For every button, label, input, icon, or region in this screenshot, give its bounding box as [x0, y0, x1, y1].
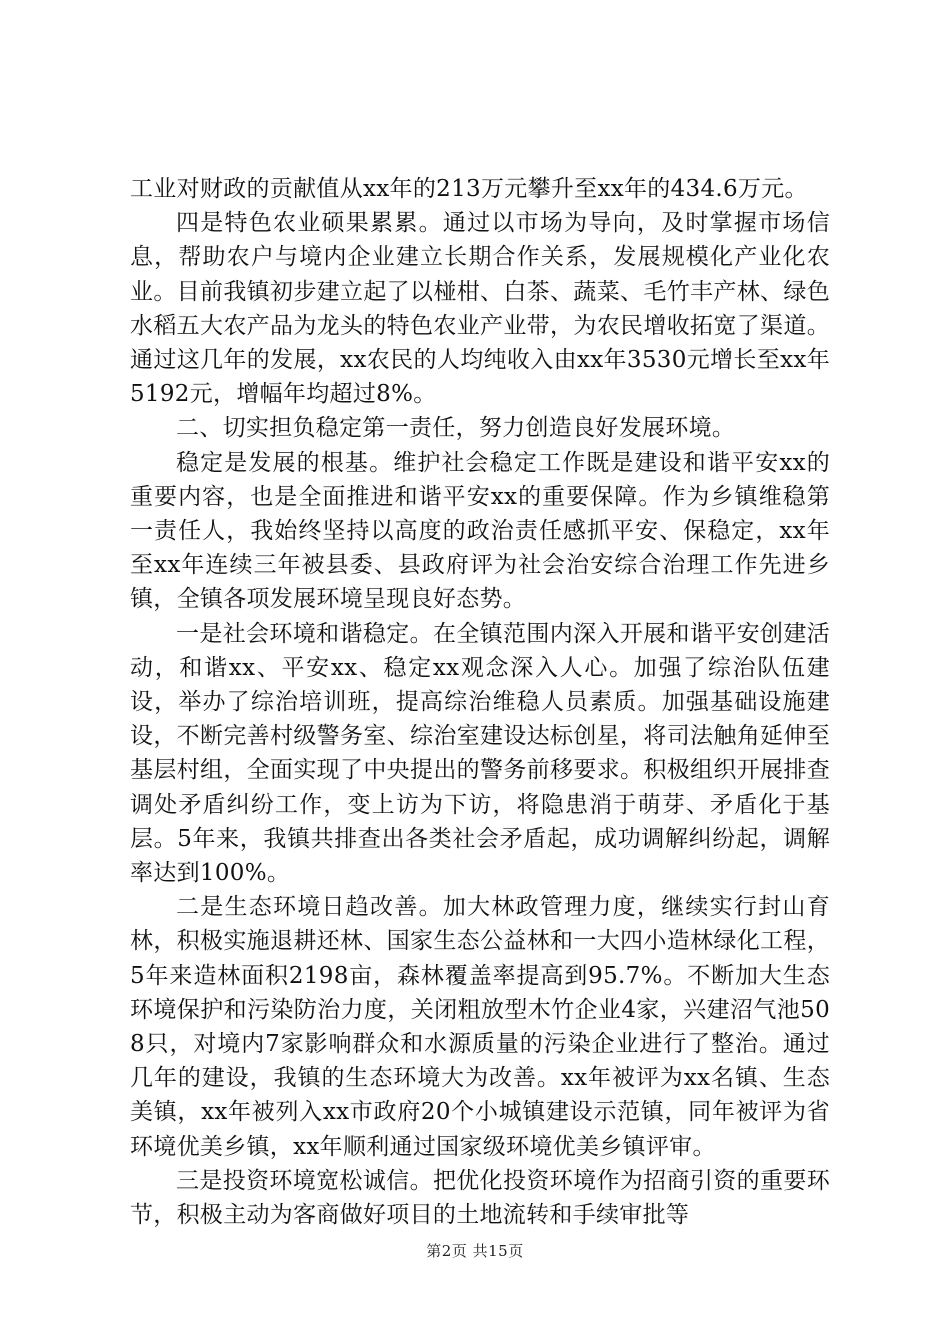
document-body [130, 172, 830, 1232]
paragraph-2: 四是特色农业硕果累累。通过以市场为导向，及时掌握市场信息，帮助农户与境内企业建立长期合作关系，发展规模化产业化农业。目前我镇初步建立起了以椪柑、白茶、蔬菜、毛竹丰产林、绿色水稻五大农产品为龙头的特色农业产业带，为农民增收拓宽了渠道。通过这几年的发展，xx农民的人均纯收入由xx年3530元增长至xx年5192元，增幅年均超过8%。 [130, 210, 830, 408]
paragraph-6: 二是生态环境日趋改善。加大林政管理力度，继续实行封山育林，积极实施退耕还林、国家生态公益林和一大四小造林绿化工程，5年来造林面积2198亩，森林覆盖率提高到95.7%。不断加大生态环境保护和污染防治力度，关闭粗放型木竹企业4家，兴建沼气池508只，对境内7家影响群众和水源质量的污染企业进行了整治。通过几年的建设，我镇的生态环境大为改善。xx年被评为xx名镇、生态美镇，xx年被列入xx市政府20个小城镇建设示范镇，同年被评为省环境优美乡镇，xx年顺利通过国家级环境优美乡镇评审。 [130, 894, 830, 1160]
page-number-footer: 第2页 共15页 [426, 1242, 524, 1260]
paragraph-1: 工业对财政的贡献值从xx年的213万元攀升至xx年的434.6万元。 [130, 176, 808, 202]
section-heading-2: 二、切实担负稳定第一责任，努力创造良好发展环境。 [176, 415, 736, 442]
paragraph-4: 稳定是发展的根基。维护社会稳定工作既是建设和谐平安xx的重要内容，也是全面推进和谐平安xx的重要保障。作为乡镇维稳第一责任人，我始终坚持以高度的政治责任感抓平安、保稳定，xx年至xx年连续三年被县委、县政府评为社会治安综合治理工作先进乡镇，全镇各项发展环境呈现良好态势。 [130, 449, 830, 613]
paragraph-5: 一是社会环境和谐稳定。在全镇范围内深入开展和谐平安创建活动，和谐xx、平安xx、稳定xx观念深入人心。加强了综治队伍建设，举办了综治培训班，提高综治维稳人员素质。加强基础设施建设，不断完善村级警务室、综治室建设达标创星，将司法触角延伸至基层村组，全面实现了中央提出的警务前移要求。积极组织开展排查调处矛盾纠纷工作，变上访为下访，将隐患消于萌芽、矛盾化于基层。5年来，我镇共排查出各类社会矛盾起，成功调解纠纷起，调解率达到100%。 [130, 620, 830, 887]
paragraph-7: 三是投资环境宽松诚信。把优化投资环境作为招商引资的重要环节，积极主动为客商做好项目的土地流转和手续审批等 [130, 1167, 830, 1229]
